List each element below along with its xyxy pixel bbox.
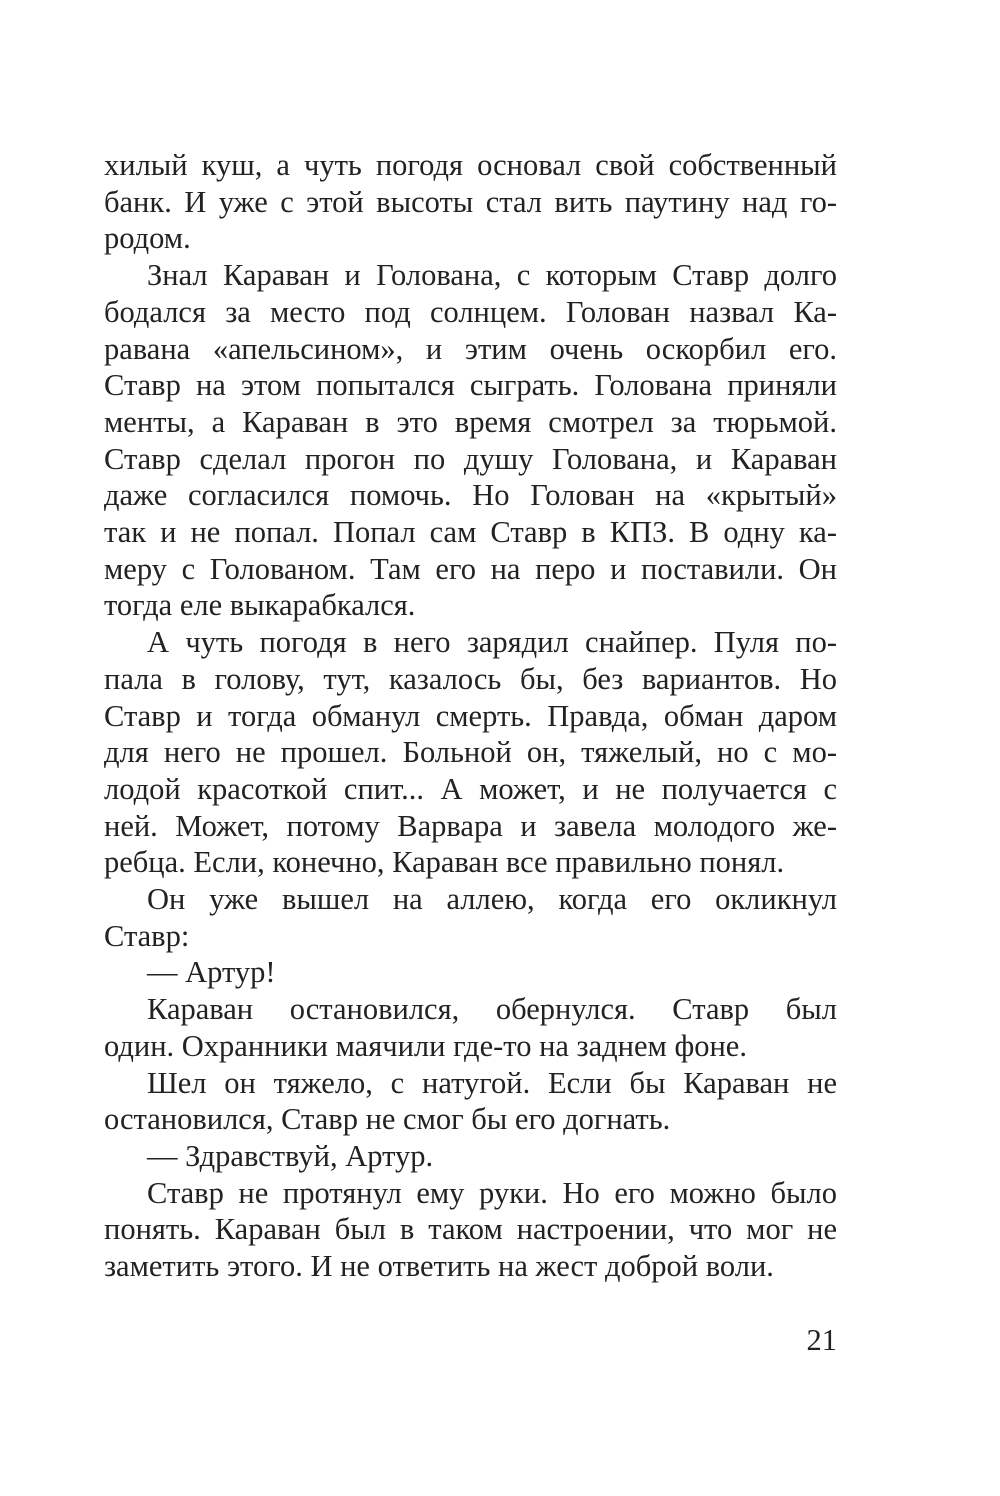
paragraph [104,257,837,624]
text-line: ней. Может, потому Варвара и завела молодого же- [104,808,837,843]
text-line: Караван остановился, обернулся. Ставр был [147,992,837,1027]
text-line: Ставр не протянул ему руки. Но его можно было [147,1175,837,1210]
text-line: Он уже вышел на аллею, когда его окликнул [147,882,837,917]
text-line: равана «апельсином», и этим очень оскорбил его. [104,331,837,366]
text-line: ребца. Если, конечно, Караван все правильно понял. [104,845,785,880]
text-line: Ставр сделал прогон по душу Голована, и Караван [104,441,837,476]
paragraph [104,1065,837,1138]
text-line: Шел он тяжело, с натугой. Если бы Караван не [147,1065,837,1100]
text-line: банк. И уже с этой высоты стал вить паутину над го- [104,184,837,219]
text-line: тогда еле выкарабкался. [104,588,416,623]
paragraph [104,954,837,991]
page-number: 21 [806,1323,837,1357]
text-line: понять. Караван был в таком настроении, что мог не [104,1212,837,1247]
text-line: — Здравствуй, Артур. [147,1138,434,1173]
text-line: остановился, Ставр не смог бы его догнать. [104,1102,671,1137]
text-line: меру с Голованом. Там его на перо и поставили. Он [104,551,837,586]
text-line: — Артур! [147,955,276,990]
text-line: Ставр и тогда обманул смерть. Правда, обман даром [104,698,837,733]
text-line: Ставр на этом попытался сыграть. Голована приняли [104,368,837,403]
text-line: А чуть погодя в него зарядил снайпер. Пуля по- [147,625,837,660]
paragraph [104,991,837,1064]
text-line: хилый куш, а чуть погодя основал свой собственный [104,148,837,182]
paragraph [104,1175,837,1285]
text-line: пала в голову, тут, казалось бы, без вариантов. Но [104,661,837,696]
text-line: даже согласился помочь. Но Голован на «крытый» [104,478,837,513]
text-line: для него не прошел. Больной он, тяжелый, но с мо- [104,735,837,770]
paragraph [104,1138,837,1175]
text-line: лодой красоткой спит... А может, и не получается с [104,771,837,806]
text-line: заметить этого. И не ответить на жест доброй воли. [104,1249,774,1284]
text-line: менты, а Караван в это время смотрел за тюрьмой. [104,404,837,439]
text-line: бодался за место под солнцем. Голован назвал Ка- [104,294,837,329]
text-line: Ставр: [104,918,190,953]
text-line: родом. [104,221,191,256]
paragraph [104,624,837,881]
paragraph [104,881,837,954]
body-text [104,147,837,1285]
paragraph [104,147,837,257]
text-line: так и не попал. Попал сам Ставр в КПЗ. В одну ка- [104,515,837,550]
text-line: Знал Караван и Голована, с которым Ставр долго [147,258,837,293]
text-line: один. Охранники маячили где-то на заднем фоне. [104,1028,747,1063]
